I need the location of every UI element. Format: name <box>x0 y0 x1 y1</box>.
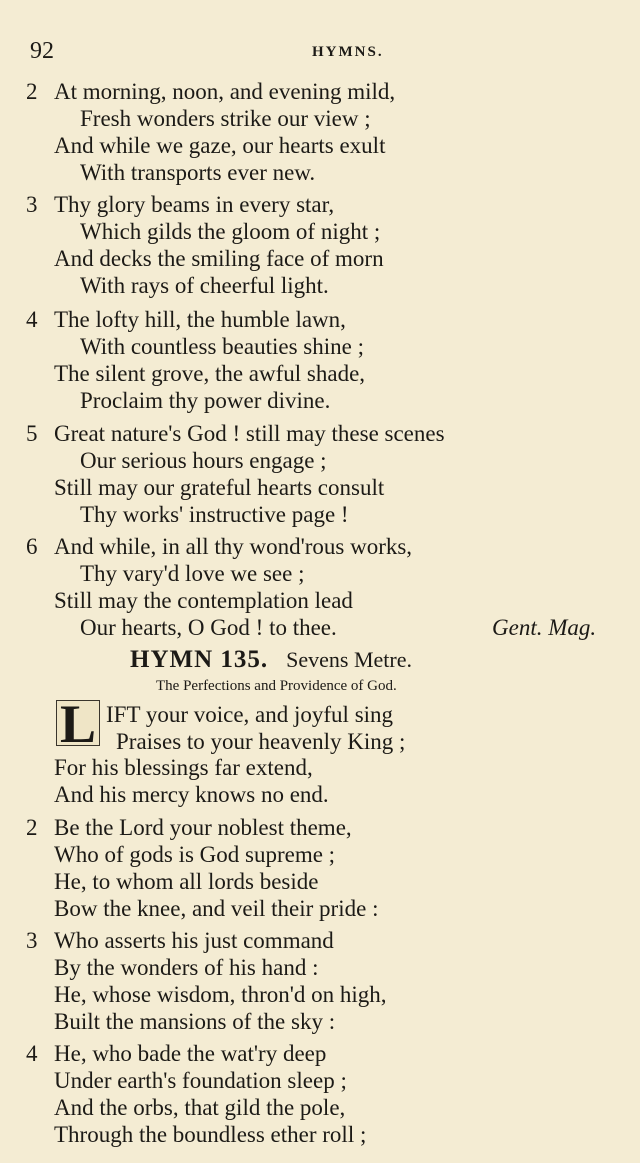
verse-line: Great nature's God ! still may these scenes <box>54 421 445 446</box>
stanza-number: 4 <box>26 307 38 332</box>
stanza-number: 3 <box>26 192 38 217</box>
stanza-number: 2 <box>26 815 38 840</box>
verse-line: Thy glory beams in every star, <box>54 192 335 217</box>
verse-line: With countless beauties shine ; <box>80 334 364 359</box>
verse-line: Our serious hours engage ; <box>80 448 327 473</box>
hymn-number: HYMN 135. <box>130 646 269 673</box>
stanza-number: 4 <box>26 1041 38 1066</box>
hymn-title <box>130 645 412 675</box>
verse-line: And decks the smiling face of morn <box>54 246 384 271</box>
verse-line: Who asserts his just command <box>54 928 334 953</box>
verse-line: And while, in all thy wond'rous works, <box>54 534 413 559</box>
hymn-meter: Sevens Metre. <box>286 647 413 672</box>
verse-line: He, to whom all lords beside <box>54 869 319 894</box>
verse-line: With rays of cheerful light. <box>80 273 329 298</box>
verse-line: Still may the contemplation lead <box>54 588 353 613</box>
stanza-number: 5 <box>26 421 38 446</box>
stanza-number: 6 <box>26 534 38 559</box>
verse-line: Built the mansions of the sky : <box>54 1009 336 1034</box>
drop-cap: L <box>56 700 100 746</box>
page-number: 92 <box>30 38 54 64</box>
verse-line: He, who bade the wat'ry deep <box>54 1041 327 1066</box>
verse-line: Be the Lord your noblest theme, <box>54 815 352 840</box>
verse-line: Proclaim thy power divine. <box>80 388 331 413</box>
verse-line: For his blessings far extend, <box>54 755 313 780</box>
verse-line: And the orbs, that gild the pole, <box>54 1095 346 1120</box>
verse-line: By the wonders of his hand : <box>54 955 319 980</box>
verse-line: Thy works' instructive page ! <box>80 502 349 527</box>
verse-line: Through the boundless ether roll ; <box>54 1122 367 1147</box>
page-header <box>30 38 610 68</box>
verse-line: Who of gods is God supreme ; <box>54 842 336 867</box>
verse-line: And while we gaze, our hearts exult <box>54 133 386 158</box>
stanza-number: 3 <box>26 928 38 953</box>
verse-line: Thy vary'd love we see ; <box>80 561 305 586</box>
attribution: Gent. Mag. <box>492 615 597 640</box>
verse-line: The silent grove, the awful shade, <box>54 361 366 386</box>
verse-line: Which gilds the gloom of night ; <box>80 219 381 244</box>
verse-line: Our hearts, O God ! to thee. <box>80 615 337 640</box>
verse-line: IFT your voice, and joyful sing <box>106 702 394 727</box>
verse-line: And his mercy knows no end. <box>54 782 329 807</box>
verse-line: The lofty hill, the humble lawn, <box>54 307 346 332</box>
verse-line: With transports ever new. <box>80 160 316 185</box>
verse-line: Fresh wonders strike our view ; <box>80 106 371 131</box>
verse-line: At morning, noon, and evening mild, <box>54 79 396 104</box>
hymn-subtitle: The Perfections and Providence of God. <box>156 678 397 694</box>
verse-line: Praises to your heavenly King ; <box>116 729 406 754</box>
verse-line: Bow the knee, and veil their pride : <box>54 896 379 921</box>
verse-line: Under earth's foundation sleep ; <box>54 1068 347 1093</box>
verse-line: Still may our grateful hearts consult <box>54 475 385 500</box>
verse-line: He, whose wisdom, thron'd on high, <box>54 982 387 1007</box>
running-head: HYMNS. <box>312 44 384 60</box>
stanza-number: 2 <box>26 79 38 104</box>
